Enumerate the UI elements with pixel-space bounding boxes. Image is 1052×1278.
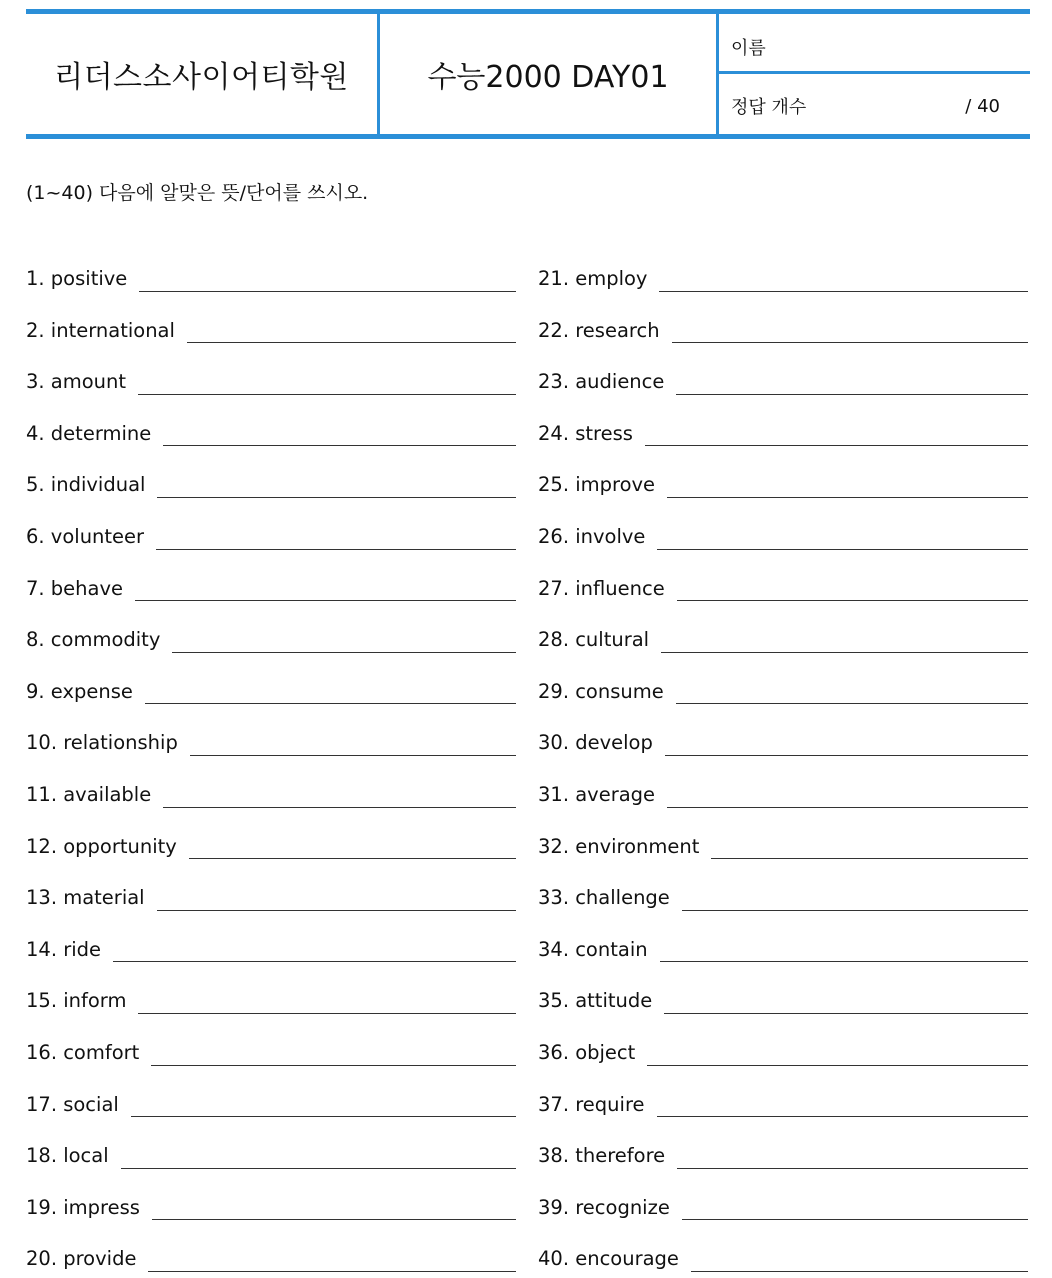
list-item — [26, 865, 516, 917]
vocab-word: 19. impress — [26, 1195, 140, 1219]
list-item — [538, 865, 1028, 917]
vocab-word: 8. commodity — [26, 628, 161, 652]
vocab-word: 23. audience — [538, 370, 665, 394]
list-item — [26, 762, 516, 814]
vocab-word: 34. contain — [538, 937, 648, 961]
answer-blank[interactable] — [711, 839, 1028, 859]
vocab-word: 1. positive — [26, 267, 128, 291]
vocab-word: 27. influence — [538, 576, 665, 600]
list-item — [538, 917, 1028, 969]
list-item — [26, 1123, 516, 1175]
list-item — [26, 246, 516, 298]
score-field[interactable] — [719, 74, 1030, 134]
academy-name: 리더스소사이어티학원 — [26, 14, 380, 134]
vocab-word: 22. research — [538, 318, 660, 342]
list-item — [538, 349, 1028, 401]
answer-blank[interactable] — [664, 994, 1028, 1014]
list-item — [538, 1072, 1028, 1124]
list-item — [538, 1175, 1028, 1227]
vocab-word: 20. provide — [26, 1247, 137, 1271]
vocab-word: 37. require — [538, 1092, 645, 1116]
vocab-word: 33. challenge — [538, 886, 670, 910]
answer-blank[interactable] — [645, 426, 1028, 446]
answer-blank[interactable] — [190, 736, 516, 756]
word-column-right — [538, 246, 1028, 1278]
answer-blank[interactable] — [152, 1200, 516, 1220]
vocab-word: 26. involve — [538, 525, 646, 549]
name-field[interactable] — [719, 14, 1030, 74]
list-item — [538, 814, 1028, 866]
vocab-word: 12. opportunity — [26, 834, 177, 858]
list-item — [538, 607, 1028, 659]
answer-blank[interactable] — [677, 581, 1028, 601]
score-label: 정답 개수 — [731, 97, 807, 118]
answer-blank[interactable] — [139, 272, 516, 292]
list-item — [538, 246, 1028, 298]
vocab-word: 38. therefore — [538, 1144, 666, 1168]
list-item — [538, 556, 1028, 608]
vocab-word: 36. object — [538, 1041, 636, 1064]
vocab-word: 25. improve — [538, 473, 656, 497]
vocab-word: 30. develop — [538, 731, 653, 755]
list-item — [26, 504, 516, 556]
vocab-word: 29. consume — [538, 679, 664, 703]
student-info-box — [719, 14, 1030, 134]
answer-blank[interactable] — [138, 994, 516, 1014]
vocab-word: 35. attitude — [538, 989, 653, 1013]
worksheet-header — [26, 9, 1030, 139]
list-item — [538, 1123, 1028, 1175]
answer-blank[interactable] — [691, 1252, 1028, 1272]
list-item — [26, 452, 516, 504]
word-column-left — [26, 246, 516, 1278]
answer-blank[interactable] — [156, 530, 516, 550]
vocab-word: 32. environment — [538, 834, 700, 858]
list-item — [26, 1226, 516, 1278]
vocab-word: 3. amount — [26, 370, 127, 394]
list-item — [26, 814, 516, 866]
answer-blank[interactable] — [148, 1252, 516, 1272]
vocab-word: 13. material — [26, 886, 145, 910]
vocab-word: 4. determine — [26, 421, 152, 445]
vocab-word: 9. expense — [26, 679, 133, 703]
list-item — [26, 1072, 516, 1124]
answer-blank[interactable] — [151, 1046, 516, 1066]
answer-blank[interactable] — [665, 736, 1028, 756]
list-item — [26, 556, 516, 608]
answer-blank[interactable] — [172, 633, 516, 653]
list-item — [538, 401, 1028, 453]
list-item — [538, 1226, 1028, 1278]
vocab-word: 28. cultural — [538, 628, 650, 652]
answer-blank[interactable] — [121, 1149, 516, 1169]
answer-blank[interactable] — [672, 323, 1028, 343]
score-total: / 40 — [965, 95, 1000, 117]
answer-blank[interactable] — [677, 1149, 1028, 1169]
list-item — [26, 349, 516, 401]
answer-blank[interactable] — [667, 478, 1028, 498]
list-item — [26, 659, 516, 711]
vocab-word: 10. relationship — [26, 731, 178, 755]
list-item — [538, 1020, 1028, 1072]
vocab-word: 24. stress — [538, 421, 633, 445]
answer-blank[interactable] — [676, 375, 1028, 395]
answer-blank[interactable] — [163, 788, 516, 808]
vocab-word: 15. inform — [26, 989, 127, 1013]
vocab-word: 40. encourage — [538, 1247, 679, 1271]
instruction-text: (1~40) 다음에 알맞은 뜻/단어를 쓰시오. — [26, 182, 369, 204]
list-item — [538, 504, 1028, 556]
answer-blank[interactable] — [145, 684, 516, 704]
list-item — [26, 1020, 516, 1072]
answer-blank[interactable] — [667, 788, 1028, 808]
answer-blank[interactable] — [187, 323, 516, 343]
vocab-word: 16. comfort — [26, 1041, 140, 1064]
list-item — [538, 659, 1028, 711]
list-item — [26, 298, 516, 350]
name-label: 이름 — [731, 38, 766, 59]
vocab-word: 5. individual — [26, 473, 146, 497]
vocab-word: 18. local — [26, 1144, 109, 1168]
answer-blank[interactable] — [647, 1046, 1028, 1066]
answer-blank[interactable] — [661, 633, 1028, 653]
answer-blank[interactable] — [189, 839, 516, 859]
vocab-word: 31. average — [538, 783, 656, 807]
answer-blank[interactable] — [660, 942, 1028, 962]
answer-blank[interactable] — [113, 942, 516, 962]
vocab-word: 7. behave — [26, 576, 124, 600]
answer-blank[interactable] — [676, 684, 1028, 704]
list-item — [538, 968, 1028, 1020]
answer-blank[interactable] — [682, 1200, 1028, 1220]
answer-blank[interactable] — [157, 478, 516, 498]
list-item — [538, 298, 1028, 350]
answer-blank[interactable] — [131, 1097, 516, 1117]
list-item — [26, 710, 516, 762]
answer-blank[interactable] — [657, 1097, 1028, 1117]
answer-blank[interactable] — [157, 891, 516, 911]
vocab-word: 39. recognize — [538, 1195, 670, 1219]
answer-blank[interactable] — [659, 272, 1028, 292]
list-item — [26, 968, 516, 1020]
worksheet-title: 수능2000 DAY01 — [380, 14, 719, 134]
answer-blank[interactable] — [135, 581, 516, 601]
list-item — [26, 401, 516, 453]
list-item — [538, 762, 1028, 814]
list-item — [26, 917, 516, 969]
vocab-word: 2. international — [26, 318, 175, 342]
vocab-word: 14. ride — [26, 937, 102, 961]
list-item — [26, 607, 516, 659]
answer-blank[interactable] — [138, 375, 516, 395]
list-item — [26, 1175, 516, 1227]
list-item — [538, 452, 1028, 504]
answer-blank[interactable] — [657, 530, 1028, 550]
vocab-word: 11. available — [26, 783, 152, 807]
list-item — [538, 710, 1028, 762]
vocab-word: 21. employ — [538, 267, 648, 291]
word-list — [26, 246, 1028, 1278]
answer-blank[interactable] — [682, 891, 1028, 911]
answer-blank[interactable] — [163, 426, 516, 446]
vocab-word: 6. volunteer — [26, 525, 145, 549]
vocab-word: 17. social — [26, 1092, 119, 1116]
